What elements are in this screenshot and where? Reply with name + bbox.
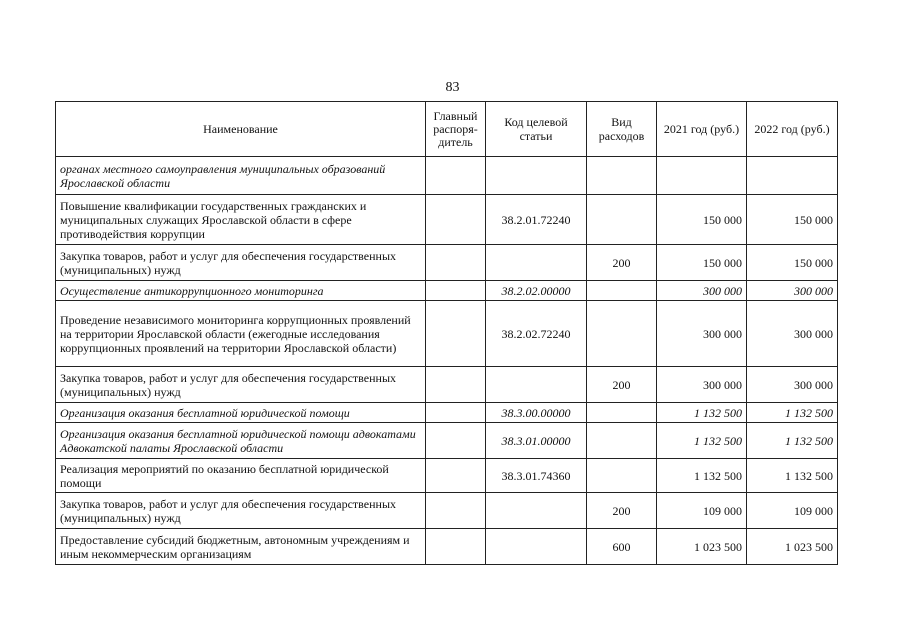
cell-2022: 300 000: [747, 367, 838, 403]
cell-name: Повышение квалификации государственных гражданских и муниципальных служащих Ярославской области в сфере противодействия коррупции: [56, 195, 426, 245]
cell-2021: 109 000: [657, 493, 747, 529]
cell-manager: [426, 529, 486, 565]
cell-manager: [426, 493, 486, 529]
table-row: [56, 459, 838, 493]
cell-2021: 1 132 500: [657, 459, 747, 493]
cell-name: Организация оказания бесплатной юридической помощи адвокатами Адвокатской палаты Ярославской области: [56, 423, 426, 459]
cell-2021: 150 000: [657, 195, 747, 245]
cell-expense-type: 600: [587, 529, 657, 565]
cell-manager: [426, 367, 486, 403]
cell-name: Организация оказания бесплатной юридической помощи: [56, 403, 426, 423]
cell-2022: 1 132 500: [747, 403, 838, 423]
cell-2022: 1 023 500: [747, 529, 838, 565]
cell-expense-type: [587, 157, 657, 195]
cell-2021: 1 023 500: [657, 529, 747, 565]
cell-expense-type: [587, 195, 657, 245]
cell-name: Закупка товаров, работ и услуг для обеспечения государственных (муниципальных) нужд: [56, 245, 426, 281]
cell-code: [486, 245, 587, 281]
header-manager: Главный распоря-дитель: [426, 102, 486, 157]
cell-name: Осуществление антикоррупционного мониторинга: [56, 281, 426, 301]
cell-2021: 300 000: [657, 281, 747, 301]
cell-manager: [426, 195, 486, 245]
cell-code: 38.2.02.72240: [486, 301, 587, 367]
cell-code: [486, 529, 587, 565]
cell-2021: 150 000: [657, 245, 747, 281]
table-row: [56, 529, 838, 565]
cell-code: [486, 367, 587, 403]
table-row: [56, 245, 838, 281]
table-row: [56, 195, 838, 245]
cell-2021: 300 000: [657, 301, 747, 367]
cell-2021: [657, 157, 747, 195]
cell-expense-type: [587, 403, 657, 423]
cell-code: [486, 493, 587, 529]
cell-code: 38.3.00.00000: [486, 403, 587, 423]
cell-name: Предоставление субсидий бюджетным, автономным учреждениям и иным некоммерческим организациям: [56, 529, 426, 565]
cell-expense-type: [587, 281, 657, 301]
cell-2022: 300 000: [747, 281, 838, 301]
cell-2022: 1 132 500: [747, 423, 838, 459]
cell-manager: [426, 423, 486, 459]
cell-manager: [426, 245, 486, 281]
header-2021: 2021 год (руб.): [657, 102, 747, 157]
cell-code: 38.3.01.74360: [486, 459, 587, 493]
cell-expense-type: 200: [587, 493, 657, 529]
cell-2022: 150 000: [747, 245, 838, 281]
cell-code: [486, 157, 587, 195]
cell-code: 38.2.01.72240: [486, 195, 587, 245]
header-name: Наименование: [56, 102, 426, 157]
table-row: [56, 367, 838, 403]
table-body: [56, 157, 838, 565]
cell-manager: [426, 157, 486, 195]
cell-name: Проведение независимого мониторинга коррупционных проявлений на территории Ярославской области (ежегодные исследования коррупционных проявлений на территории Ярославской области): [56, 301, 426, 367]
cell-expense-type: [587, 301, 657, 367]
cell-2022: 150 000: [747, 195, 838, 245]
header-2022: 2022 год (руб.): [747, 102, 838, 157]
cell-name: органах местного самоуправления муниципальных образований Ярославской области: [56, 157, 426, 195]
cell-2021: 300 000: [657, 367, 747, 403]
cell-2021: 1 132 500: [657, 403, 747, 423]
cell-manager: [426, 301, 486, 367]
cell-expense-type: 200: [587, 367, 657, 403]
cell-2022: [747, 157, 838, 195]
cell-expense-type: [587, 459, 657, 493]
table-row: [56, 423, 838, 459]
cell-code: 38.3.01.00000: [486, 423, 587, 459]
cell-code: 38.2.02.00000: [486, 281, 587, 301]
cell-manager: [426, 459, 486, 493]
cell-manager: [426, 403, 486, 423]
table-row: [56, 157, 838, 195]
cell-2022: 109 000: [747, 493, 838, 529]
cell-name: Закупка товаров, работ и услуг для обеспечения государственных (муниципальных) нужд: [56, 493, 426, 529]
table-row: [56, 301, 838, 367]
cell-expense-type: 200: [587, 245, 657, 281]
cell-2021: 1 132 500: [657, 423, 747, 459]
table-row: [56, 493, 838, 529]
budget-table: [55, 101, 838, 565]
table-header-row: [56, 102, 838, 157]
header-code: Код целевой статьи: [486, 102, 587, 157]
table-row: [56, 403, 838, 423]
page-number: 83: [445, 80, 460, 95]
cell-name: Закупка товаров, работ и услуг для обеспечения государственных (муниципальных) нужд: [56, 367, 426, 403]
table-row: [56, 281, 838, 301]
cell-manager: [426, 281, 486, 301]
cell-2022: 1 132 500: [747, 459, 838, 493]
cell-2022: 300 000: [747, 301, 838, 367]
cell-expense-type: [587, 423, 657, 459]
header-expense-type: Вид расходов: [587, 102, 657, 157]
cell-name: Реализация мероприятий по оказанию бесплатной юридической помощи: [56, 459, 426, 493]
